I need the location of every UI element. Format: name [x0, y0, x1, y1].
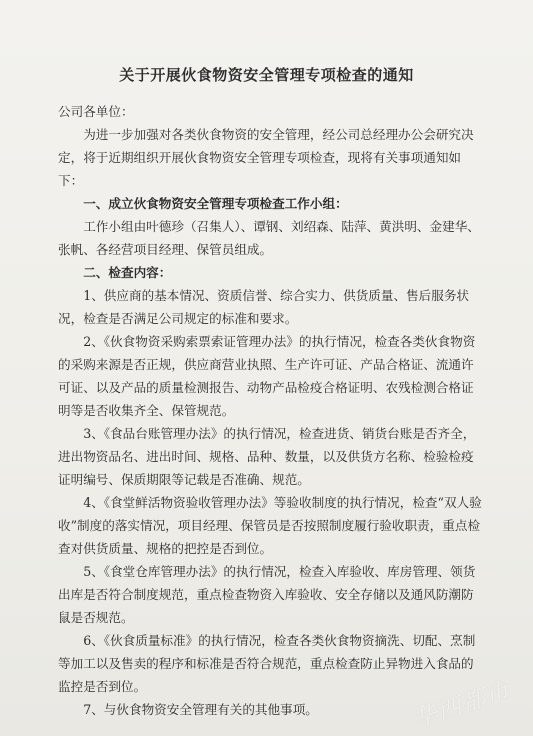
document-title: 关于开展伙食物资安全管理专项检查的通知: [119, 66, 414, 84]
document-body: [58, 100, 483, 721]
section-2-heading: 二、检查内容：: [83, 265, 172, 280]
item-3: 3、《食品台账管理办法》的执行情况，检查进货、销货台账是否齐全，进出物资品名、进出时间、规格、品种、数量，以及供货方名称、检验检疫证明编号、保质期限等记载是否准确、规范。: [58, 426, 476, 487]
item-2: 2、《伙食物资采购索票索证管理办法》的执行情况，检查各类伙食物资的采购来源是否正规，供应商营业执照、生产许可证、产品合格证、流通许可证、以及产品的质量检测报告、动物产品检疫合格证明、农残检测合格证明等是否收集齐全、保管规范。: [58, 334, 476, 418]
item-1: 1、供应商的基本情况、资质信誉、综合实力、供货质量、售后服务状况，检查是否满足公司规定的标准和要求。: [58, 288, 470, 326]
watermark: 华西都市: [409, 676, 514, 734]
salutation: 公司各单位：: [58, 104, 134, 119]
item-4: 4、《食堂鲜活物资验收管理办法》等验收制度的执行情况，检查“双人验收”制度的落实情况，项目经理、保管员是否按照制度履行验收职责，重点检查对供货质量、规格的把控是否到位。: [58, 495, 482, 556]
section-1-body: 工作小组由叶德珍（召集人）、谭钢、刘绍森、陆萍、黄洪明、金建华、张帆、各经营项目经理、保管员组成。: [58, 219, 480, 257]
item-7: 7、与伙食物资安全管理有关的其他事项。: [83, 702, 318, 717]
intro-paragraph: 为进一步加强对各类伙食物资的安全管理，经公司总经理办公会研究决定，将于近期组织开展伙食物资安全管理专项检查，现将有关事项通知如下：: [58, 127, 474, 188]
item-6: 6、《伙食质量标准》的执行情况，检查各类伙食物资摘洗、切配、烹制等加工以及售卖的程序和标准是否符合规范，重点检查防止异物进入食品的监控是否到位。: [58, 633, 476, 694]
section-1-heading: 一、成立伙食物资安全管理专项检查工作小组：: [83, 196, 348, 211]
item-5: 5、《食堂仓库管理办法》的执行情况，检查入库验收、库房管理、领货出库是否符合制度规范，重点检查物资入库验收、安全存储以及通风防潮防鼠是否规范。: [58, 564, 476, 625]
